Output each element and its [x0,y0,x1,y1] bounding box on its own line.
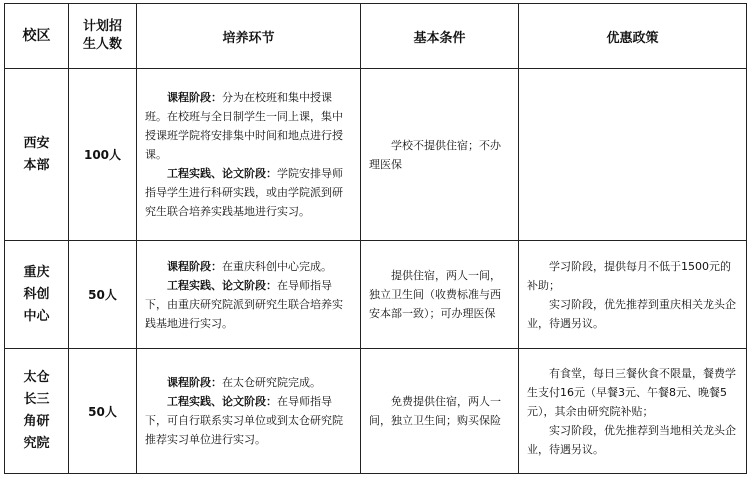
policy-item: 实习阶段，优先推荐到重庆相关龙头企业，待遇另议。 [527,297,736,330]
training-practice-text: 在导师指导下，由重庆研究院派到研究生联合培养实践基地进行实习。 [145,278,343,330]
header-plan-label: 计划招生人数 [82,19,122,52]
conditions-cell [361,349,519,474]
table-row [5,349,747,474]
header-training: 培养环节 [137,4,361,69]
training-cell [137,241,361,349]
conditions-text: 学校不提供住宿；不办理医保 [369,138,501,171]
training-cell [137,69,361,241]
campus-name: 重庆科创中心 [23,264,50,324]
policy-item: 有食堂，每日三餐伙食不限量，餐费学生支付16元（早餐3元、午餐8元、晚餐5元），其余由研究院补贴； [527,366,736,418]
training-practice-text: 在导师指导下，可自行联系实习单位或到太仓研究院推荐实习单位进行实习。 [145,395,343,446]
policy-item: 实习阶段，优先推荐到当地相关龙头企业，待遇另议。 [527,423,736,456]
training-course-label: 课程阶段： [167,259,222,273]
training-course-text: 分为在校班和集中授课班。在校班与全日制学生一同上课，集中授课班学院将安排集中时间和地点进行授课。 [145,91,343,161]
training-course [145,88,352,164]
conditions-text: 提供住宿，两人一间，独立卫生间（收费标准与西安本部一致）；可办理医保 [369,269,501,320]
training-course-label: 课程阶段： [167,91,222,104]
training-course-label: 课程阶段： [167,376,222,389]
campus-name: 西安本部 [23,135,50,173]
training-practice-text: 学院安排导师指导学生进行科研实践，或由学院派到研究生联合培养实践基地进行实习。 [145,167,343,218]
campus-cell [5,69,69,241]
header-policy: 优惠政策 [519,4,747,69]
training-practice-label: 工程实践、论文阶段： [167,395,277,408]
admissions-table-wrapper [4,3,747,474]
admissions-table [4,3,747,474]
count-cell: 100人 [69,69,137,241]
conditions-cell [361,241,519,349]
header-row [5,4,747,69]
campus-cell [5,241,69,349]
policy-cell [519,349,747,474]
header-conditions: 基本条件 [361,4,519,69]
campus-name: 太仓长三角研究院 [23,370,50,451]
training-practice [145,164,352,221]
policy-cell [519,69,747,241]
table-row [5,241,747,349]
count-cell: 50人 [69,349,137,474]
training-course [145,257,352,276]
policy-cell [519,241,747,349]
header-campus-label: 校区 [22,28,51,44]
training-course [145,373,352,392]
header-campus [5,4,69,69]
training-practice-label: 工程实践、论文阶段： [167,167,277,180]
header-plan [69,4,137,69]
table-row [5,69,747,241]
training-practice [145,276,352,333]
training-practice-label: 工程实践、论文阶段： [167,278,277,292]
conditions-cell [361,69,519,241]
training-course-text: 在重庆科创中心完成。 [222,259,332,273]
training-cell [137,349,361,474]
count-cell: 50人 [69,241,137,349]
training-practice [145,392,352,449]
training-course-text: 在太仓研究院完成。 [222,376,321,389]
policy-item: 学习阶段，提供每月不低于1500元的补助； [527,259,731,292]
conditions-text: 免费提供住宿，两人一间，独立卫生间；购买保险 [369,395,501,427]
campus-cell [5,349,69,474]
